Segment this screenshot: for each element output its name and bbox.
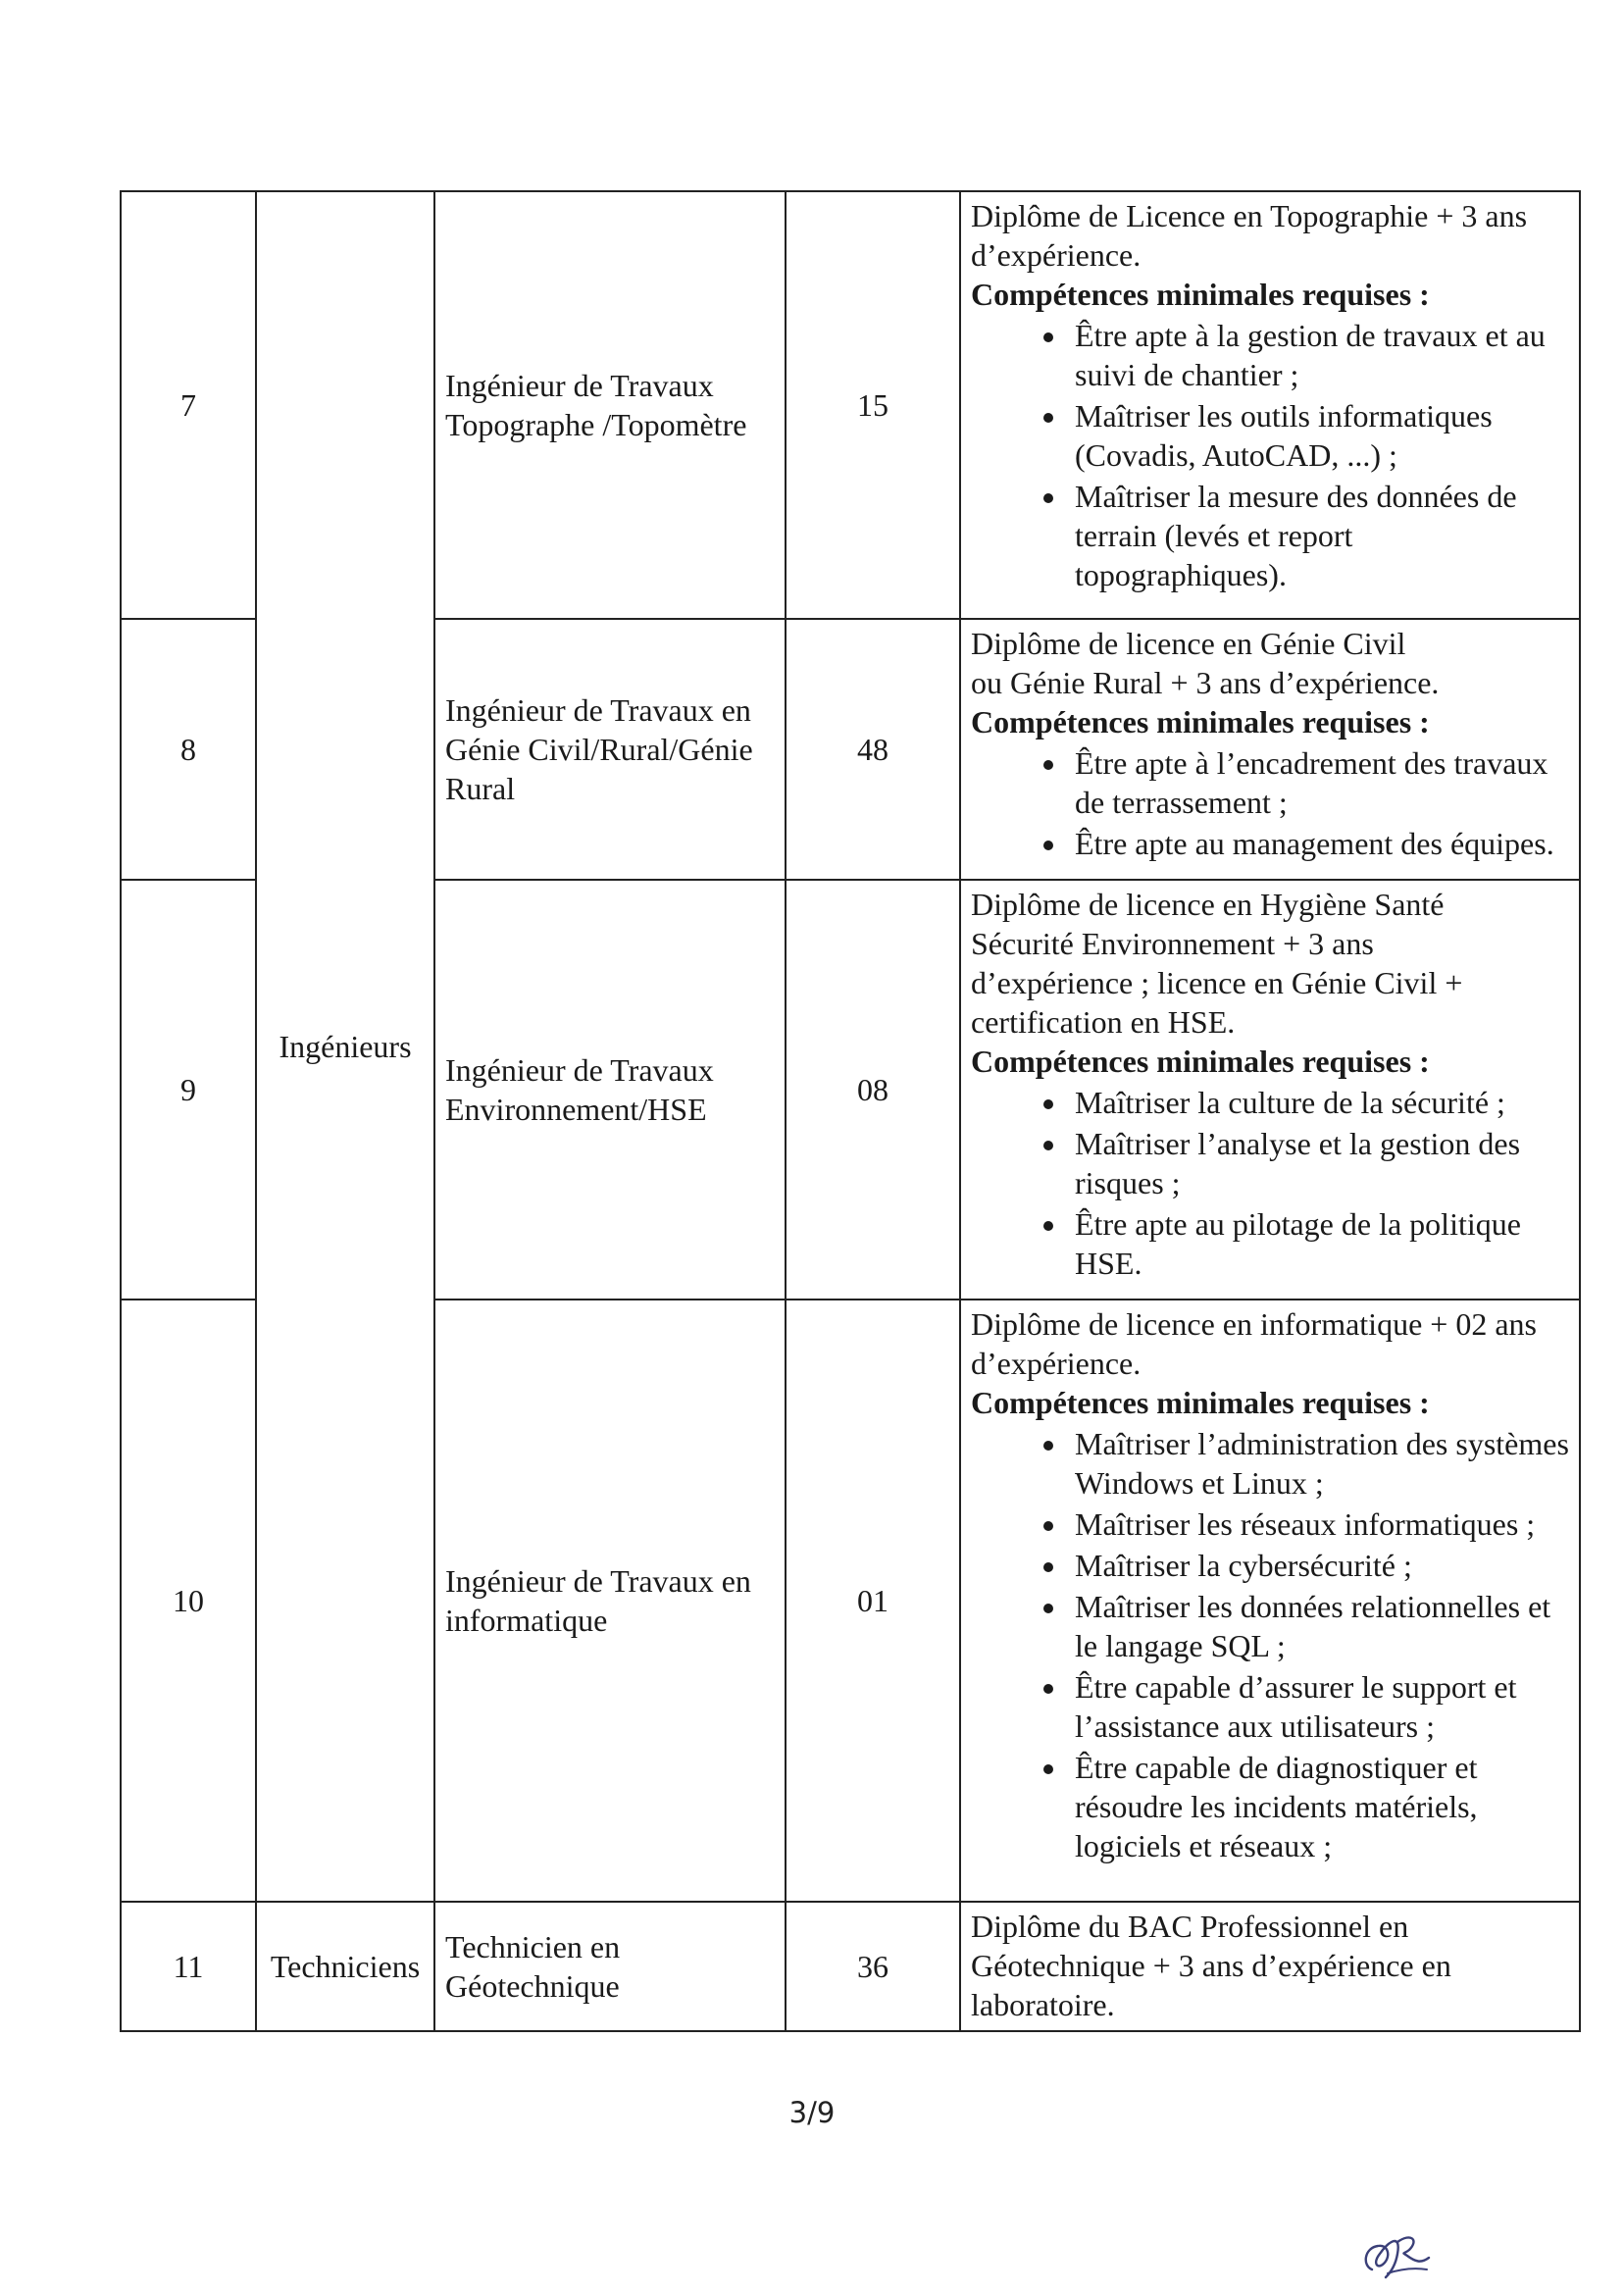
row-number: 8: [121, 619, 256, 880]
row-number: 7: [121, 191, 256, 619]
job-title: Ingénieur de Travaux en Génie Civil/Rural/Génie Rural: [434, 619, 786, 880]
requirement-item: • Maîtriser l’administration des systèmes Windows et Linux ;: [1069, 1424, 1571, 1503]
requirement-item: • Maîtriser les outils informatiques (Covadis, AutoCAD, ...) ;: [1069, 396, 1571, 475]
requirement-item: • Maîtriser les réseaux informatiques ;: [1069, 1504, 1571, 1544]
diploma-line: certification en HSE.: [971, 1004, 1236, 1040]
job-title: Technicien en Géotechnique: [434, 1902, 786, 2031]
requirement-item: • Maîtriser la mesure des données de terrain (levés et report topographiques).: [1069, 477, 1571, 594]
diploma-line: d’expérience.: [971, 1346, 1142, 1381]
table-row: [121, 191, 1580, 619]
job-title: Ingénieur de Travaux en informatique: [434, 1300, 786, 1902]
requirement-item: • Maîtriser la cybersécurité ;: [1069, 1546, 1571, 1585]
requirements-list: [971, 1083, 1571, 1283]
job-quantity: 01: [786, 1300, 960, 1902]
requirements-list: [971, 316, 1571, 594]
job-quantity: 48: [786, 619, 960, 880]
row-number: 11: [121, 1902, 256, 2031]
diploma-line: d’expérience ; licence en Génie Civil +: [971, 965, 1463, 1000]
requirement-item: • Être capable d’assurer le support et l’assistance aux utilisateurs ;: [1069, 1667, 1571, 1746]
job-offers-table: [120, 190, 1581, 2032]
requirements-list: [971, 1424, 1571, 1865]
category-engineers: Ingénieurs: [256, 191, 434, 1902]
diploma-line: Diplôme de licence en Génie Civil: [971, 626, 1406, 661]
requirements-list: [971, 743, 1571, 863]
job-description: [960, 191, 1580, 619]
requirement-item: • Être apte au management des équipes.: [1069, 824, 1571, 863]
job-quantity: 08: [786, 880, 960, 1300]
requirement-item: • Maîtriser les données relationnelles et le langage SQL ;: [1069, 1587, 1571, 1665]
job-description: [960, 1902, 1580, 2031]
diploma-line: Diplôme de Licence en Topographie + 3 ans: [971, 198, 1528, 233]
diploma-line: Diplôme de licence en informatique + 02 ans: [971, 1306, 1537, 1342]
job-description: [960, 619, 1580, 880]
table-row: [121, 1902, 1580, 2031]
diploma-line: Géotechnique + 3 ans d’expérience en: [971, 1948, 1451, 1983]
diploma-line: Sécurité Environnement + 3 ans: [971, 926, 1374, 961]
requirement-item: • Maîtriser l’analyse et la gestion des risques ;: [1069, 1124, 1571, 1202]
job-title: Ingénieur de Travaux Topographe /Topomètre: [434, 191, 786, 619]
job-title: Ingénieur de Travaux Environnement/HSE: [434, 880, 786, 1300]
requirement-item: • Être apte au pilotage de la politique HSE.: [1069, 1204, 1571, 1283]
job-description: [960, 1300, 1580, 1902]
diploma-line: ou Génie Rural + 3 ans d’expérience.: [971, 665, 1440, 700]
requirement-item: • Maîtriser la culture de la sécurité ;: [1069, 1083, 1571, 1122]
requirement-item: • Être apte à l’encadrement des travaux de terrassement ;: [1069, 743, 1571, 822]
requirements-heading: Compétences minimales requises :: [971, 1385, 1430, 1420]
row-number: 9: [121, 880, 256, 1300]
requirements-heading: Compétences minimales requises :: [971, 704, 1430, 739]
signature-initials-icon: [1358, 2224, 1437, 2281]
requirement-item: • Être apte à la gestion de travaux et au suivi de chantier ;: [1069, 316, 1571, 394]
category-technicians: Techniciens: [256, 1902, 434, 2031]
page-number: 3/9: [788, 2096, 836, 2129]
row-number: 10: [121, 1300, 256, 1902]
diploma-line: d’expérience.: [971, 237, 1142, 273]
diploma-line: Diplôme du BAC Professionnel en: [971, 1909, 1409, 1944]
requirements-heading: Compétences minimales requises :: [971, 1044, 1430, 1079]
requirement-item: • Être capable de diagnostiquer et résoudre les incidents matériels, logiciels et réseaux ;: [1069, 1748, 1571, 1865]
diploma-line: laboratoire.: [971, 1987, 1115, 2022]
job-quantity: 15: [786, 191, 960, 619]
diploma-line: Diplôme de licence en Hygiène Santé: [971, 887, 1445, 922]
job-quantity: 36: [786, 1902, 960, 2031]
requirements-heading: Compétences minimales requises :: [971, 277, 1430, 312]
job-description: [960, 880, 1580, 1300]
